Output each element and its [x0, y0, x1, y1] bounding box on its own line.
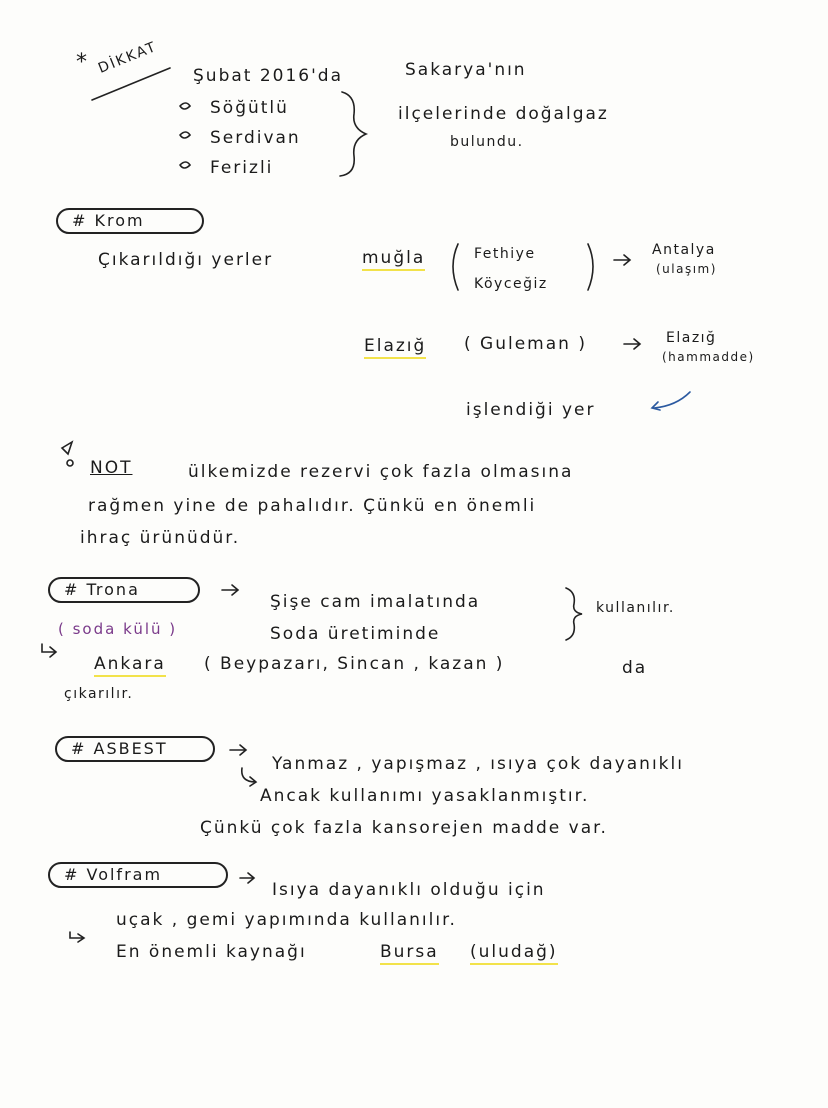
intro-result-1: ilçelerinde doğalgaz — [398, 104, 609, 124]
intro-date: Şubat 2016'da — [193, 66, 343, 86]
trona-end: çıkarılır. — [64, 686, 134, 702]
asbest-tag: # ASBEST — [55, 736, 215, 762]
dikkat-underline — [92, 68, 170, 100]
krom-antalya: Antalya — [652, 242, 716, 258]
trona-ankara: Ankara — [94, 654, 166, 677]
arrow-right-icon-5 — [240, 873, 254, 883]
warning-icon — [62, 442, 72, 454]
hook-arrow-icon-3 — [70, 932, 84, 942]
note-dot-icon — [67, 460, 73, 466]
volfram-bursa: Bursa — [380, 942, 439, 965]
dikkat-text: DİKKAT — [96, 38, 160, 77]
paren-left-icon — [453, 244, 458, 290]
asbest-line-3: Çünkü çok fazla kansorejen madde var. — [200, 818, 608, 838]
district-3: Ferizli — [210, 158, 274, 178]
note-line-1: ülkemizde rezervi çok fazla olmasına — [188, 462, 574, 482]
asbest-line-2: Ancak kullanımı yasaklanmıştır. — [260, 786, 590, 806]
note-line-3: ihraç ürünüdür. — [80, 528, 241, 548]
volfram-tag: # Volfram — [48, 862, 228, 888]
volfram-uludag: (uludağ) — [470, 942, 558, 965]
bullet-3-icon — [180, 162, 190, 168]
note-label: NOT — [90, 458, 133, 478]
arrow-right-icon-2 — [624, 339, 640, 349]
krom-label: Çıkarıldığı yerler — [98, 250, 274, 270]
krom-elazig-target: Elazığ — [666, 330, 717, 346]
paren-right-icon — [588, 244, 593, 290]
district-2: Serdivan — [210, 128, 301, 148]
trona-use-result: kullanılır. — [596, 600, 675, 616]
trona-use-1: Şişe cam imalatında — [270, 592, 481, 612]
krom-hammadde: (hammadde) — [662, 350, 755, 364]
krom-elazig: Elazığ — [364, 336, 426, 359]
trona-alias: ( soda külü ) — [58, 620, 178, 638]
district-1: Söğütlü — [210, 98, 289, 118]
bullet-1-icon — [180, 103, 190, 109]
star-mark: * — [76, 50, 89, 75]
trona-use-2: Soda üretiminde — [270, 624, 441, 644]
trona-da: da — [622, 658, 648, 678]
brace-districts-icon — [340, 92, 366, 176]
krom-koycegiz: Köyceğiz — [474, 276, 548, 292]
intro-result-2: bulundu. — [450, 134, 524, 150]
brace-trona-icon — [566, 588, 582, 640]
krom-antalya-note: (ulaşım) — [656, 262, 717, 276]
trona-tag: # Trona — [48, 577, 200, 603]
asbest-line-1: Yanmaz , yapışmaz , ısıya çok dayanıklı — [272, 754, 684, 774]
krom-tag: # Krom — [56, 208, 204, 234]
krom-fethiye: Fethiye — [474, 246, 536, 262]
bullet-2-icon — [180, 132, 190, 138]
intro-place: Sakarya'nın — [405, 60, 527, 80]
arrow-right-icon-4 — [230, 745, 246, 755]
krom-guleman: ( Guleman ) — [464, 334, 587, 354]
arrow-right-icon — [614, 255, 630, 265]
arrow-curved-icon — [652, 392, 690, 410]
volfram-line-3: En önemli kaynağı — [116, 942, 307, 962]
krom-processed: işlendiği yer — [466, 400, 596, 420]
arrow-right-icon-3 — [222, 585, 238, 595]
krom-mugla: muğla — [362, 248, 425, 271]
note-line-2: rağmen yine de pahalıdır. Çünkü en önemli — [88, 496, 537, 516]
hook-arrow-icon — [42, 644, 56, 657]
hook-arrow-icon-2 — [242, 768, 256, 786]
trona-ankara-districts: ( Beypazarı, Sincan , kazan ) — [204, 654, 505, 674]
volfram-line-1: Isıya dayanıklı olduğu için — [272, 880, 546, 900]
volfram-line-2: uçak , gemi yapımında kullanılır. — [116, 910, 457, 930]
